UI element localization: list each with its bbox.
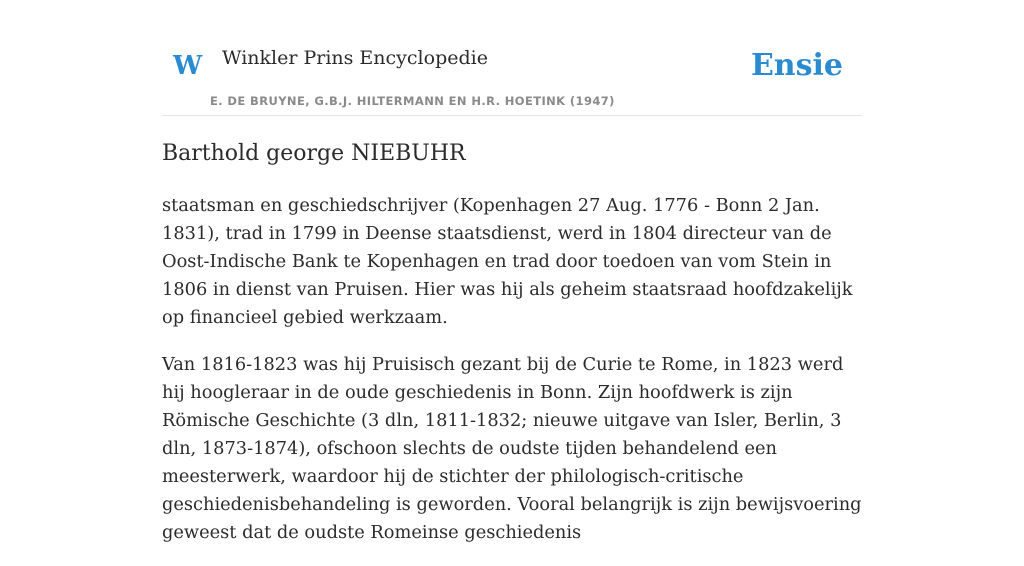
article-title: Barthold george NIEBUHR: [162, 141, 466, 166]
article-body: [162, 192, 862, 547]
encyclopedia-title[interactable]: Winkler Prins Encyclopedie: [222, 47, 488, 69]
encyclopedia-authors: E. DE BRUYNE, G.B.J. HILTERMANN EN H.R. HOETINK (1947): [210, 94, 615, 108]
source-header: [162, 40, 862, 116]
ensie-logo[interactable]: Ensie: [750, 48, 843, 83]
article: [162, 138, 862, 566]
article-paragraph: Van 1816-1823 was hij Pruisisch gezant bij de Curie te Rome, in 1823 werd hij hoogleraar in de oude geschiedenis in Bonn. Zijn hoofdwerk is zijn Römische Geschichte (3 dln, 1811-1832; nieuwe uitgave van Isler, Berlin, 3 dln, 1873-1874), ofschoon slechts de oudste tijden behandelend een meesterwerk, waardoor hij de stichter der philologisch-critische geschiedenisbehandeling is geworden. Vooral belangrijk is zijn bewijsvoering geweest dat de oudste Romeinse geschiedenis: [162, 354, 862, 543]
article-paragraph: staatsman en geschiedschrijver (Kopenhagen 27 Aug. 1776 - Bonn 2 Jan. 1831), trad in 1799 in Deense staatsdienst, werd in 1804 directeur van de Oost-Indische Bank te Kopenhagen en trad door toedoen van vom Stein in 1806 in dienst van Pruisen. Hier was hij als geheim staatsraad hoofdzakelijk op financieel gebied werkzaam.: [162, 195, 853, 328]
encyclopedia-logo[interactable]: W: [173, 51, 203, 81]
